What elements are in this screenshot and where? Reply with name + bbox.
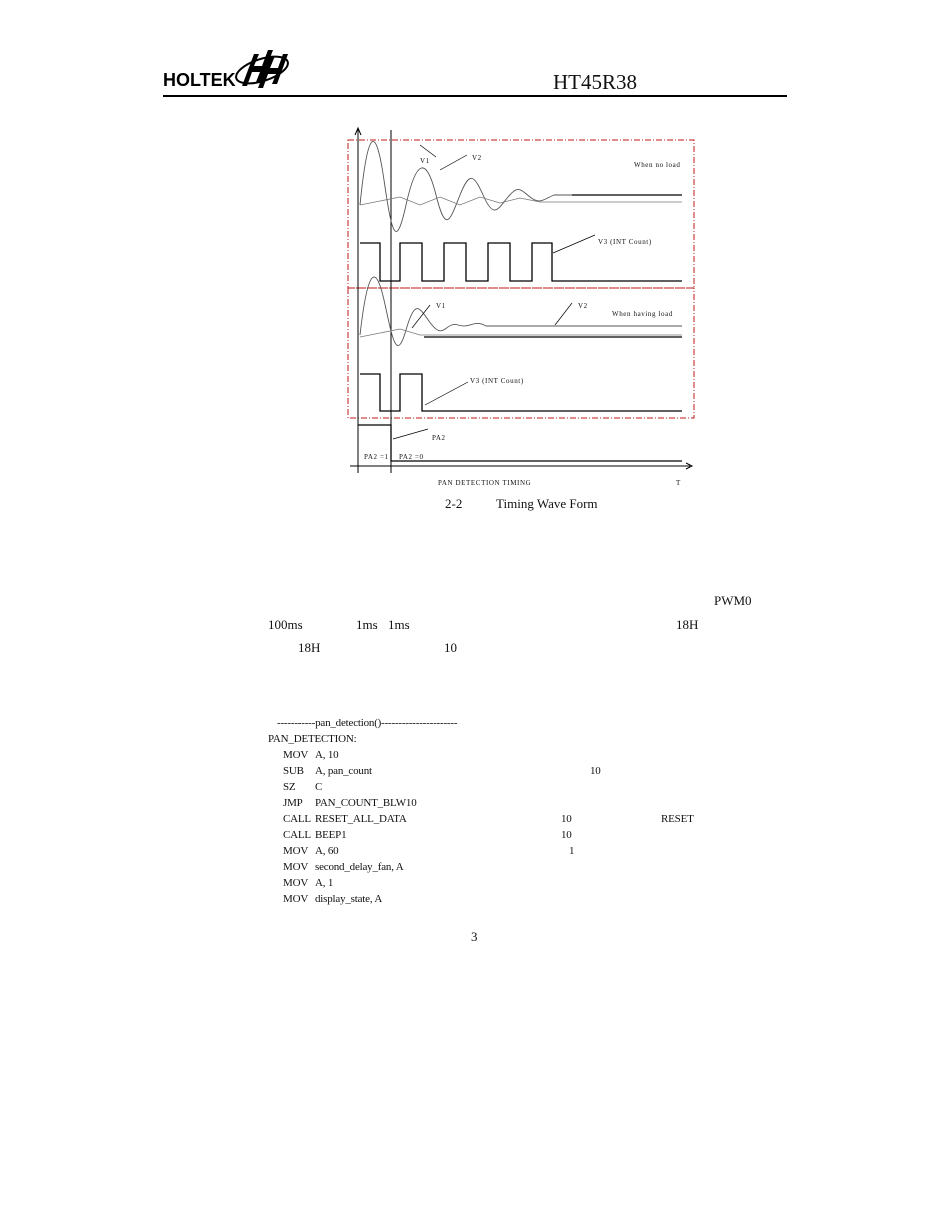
label-v3-top: V3 (INT Count): [598, 238, 652, 246]
diagram-title: PAN DETECTION TIMING: [438, 479, 532, 487]
code-opcode: MOV: [283, 845, 309, 857]
label-v1-top: V1: [420, 157, 430, 165]
text-10: 10: [444, 640, 457, 655]
label-no-load: When no load: [634, 161, 681, 169]
text-1ms-a: 1ms: [356, 617, 378, 632]
code-operand: C: [315, 781, 323, 793]
holtek-logo-icon: [232, 46, 292, 92]
document-model-number: HT45R38: [553, 70, 637, 94]
label-v3-bottom: V3 (INT Count): [470, 377, 524, 385]
code-opcode: MOV: [283, 861, 309, 873]
code-opcode: MOV: [283, 877, 309, 889]
code-opcode: CALL: [283, 829, 311, 841]
figure-number: 2-2: [445, 496, 463, 511]
figure-caption: Timing Wave Form: [496, 496, 598, 511]
label-pa2: PA2: [432, 434, 446, 442]
text-1ms-b: 1ms: [388, 617, 410, 632]
no-load-v3-pulses: [360, 243, 682, 281]
code-operand: A, 60: [315, 845, 339, 857]
code-comment-number: 1: [569, 845, 575, 857]
brand-logo-text: HOLTEK: [163, 70, 236, 90]
having-load-v2-wave: [360, 329, 682, 337]
label-v2-top: V2: [472, 154, 482, 162]
code-opcode: MOV: [283, 749, 309, 761]
code-comment-number: 10: [561, 829, 572, 841]
code-opcode: JMP: [283, 797, 303, 809]
label-having-load: When having load: [612, 310, 673, 318]
code-comment-text: RESET: [661, 813, 694, 825]
code-operand: display_state, A: [315, 893, 383, 905]
label-v2-bottom: V2: [578, 302, 588, 310]
code-opcode: SUB: [283, 765, 304, 777]
text-18h-a: 18H: [676, 617, 699, 632]
header-divider: [163, 95, 787, 97]
code-label: PAN_DETECTION:: [268, 733, 357, 745]
label-v1-bottom: V1: [436, 302, 446, 310]
code-operand: A, 1: [315, 877, 334, 889]
page-number: 3: [471, 929, 478, 944]
text-18h-b: 18H: [298, 640, 321, 655]
code-separator: -----------pan_detection()----------------------: [277, 717, 458, 729]
no-load-v2-wave: [360, 197, 682, 205]
no-load-v1-wave: [360, 141, 572, 231]
code-operand: BEEP1: [315, 829, 347, 841]
code-opcode: MOV: [283, 893, 309, 905]
text-pwm0: PWM0: [714, 593, 752, 608]
code-operand: A, 10: [315, 749, 339, 761]
pan-detection-timing-diagram: [340, 125, 710, 495]
code-operand: A, pan_count: [315, 765, 372, 777]
code-comment-number: 10: [590, 765, 601, 777]
code-operand: second_delay_fan, A: [315, 861, 404, 873]
label-pa2-eq0: PA2 =0: [399, 453, 424, 461]
code-opcode: SZ: [283, 781, 296, 793]
text-100ms: 100ms: [268, 617, 303, 632]
code-operand: PAN_COUNT_BLW10: [315, 797, 417, 809]
code-operand: RESET_ALL_DATA: [315, 813, 407, 825]
label-t-axis: T: [676, 479, 681, 487]
label-pa2-eq1: PA2 =1: [364, 453, 389, 461]
code-opcode: CALL: [283, 813, 311, 825]
code-comment-number: 10: [561, 813, 572, 825]
